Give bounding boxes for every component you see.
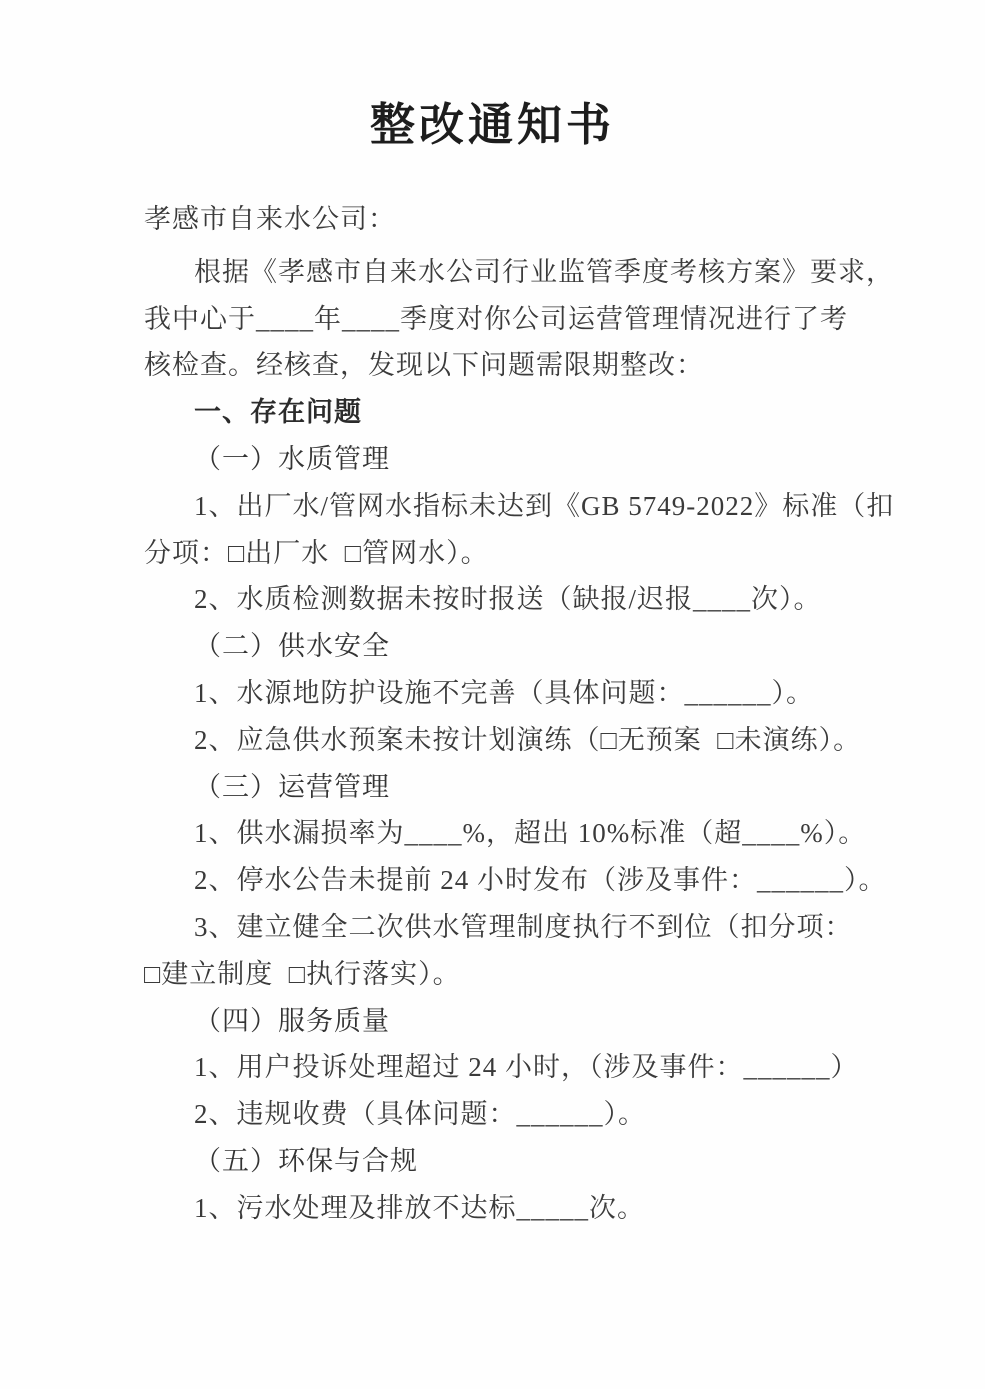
section-heading-4: （四）服务质量	[194, 1005, 390, 1036]
item-line: 3、建立健全二次供水管理制度执行不到位（扣分项：	[194, 911, 853, 942]
item-line: 2、水质检测数据未按时报送（缺报/迟报____次）。	[194, 584, 822, 615]
item-line: 1、供水漏损率为____%，超出 10%标准（超____%）。	[194, 818, 867, 849]
doc-title: 整改通知书	[369, 100, 615, 150]
section-heading-5: （五）环保与合规	[194, 1145, 418, 1176]
section-heading-1: （一）水质管理	[194, 443, 390, 474]
section-heading-2: （二）供水安全	[194, 631, 390, 662]
intro-line-1: 根据《孝感市自来水公司行业监管季度考核方案》要求，	[194, 256, 894, 287]
item-line: 2、停水公告未提前 24 小时发布（涉及事件：______）。	[194, 865, 887, 896]
item-line: 1、污水处理及排放不达标_____次。	[194, 1192, 645, 1223]
section-heading-3: （三）运营管理	[194, 771, 390, 802]
intro-line-3: 核检查。经核查，发现以下问题需限期整改：	[144, 350, 704, 381]
item-line: 1、出厂水/管网水指标未达到《GB 5749-2022》标准（扣	[194, 490, 895, 521]
item-line: 1、用户投诉处理超过 24 小时，（涉及事件：______）	[194, 1052, 859, 1083]
recipient-line: 孝感市自来水公司：	[144, 204, 396, 234]
part1-heading: 一、存在问题	[194, 397, 362, 428]
item-continuation-line: 分项：□出厂水 □管网水）。	[144, 537, 489, 568]
item-continuation-line: □建立制度 □执行落实）。	[144, 958, 461, 989]
item-line: 1、水源地防护设施不完善（具体问题：______）。	[194, 677, 814, 708]
item-line: 2、违规收费（具体问题：______）。	[194, 1099, 646, 1130]
item-line: 2、应急供水预案未按计划演练（□无预案 □未演练）。	[194, 724, 862, 755]
intro-line-2: 我中心于____年____季度对你公司运营管理情况进行了考	[144, 303, 848, 334]
